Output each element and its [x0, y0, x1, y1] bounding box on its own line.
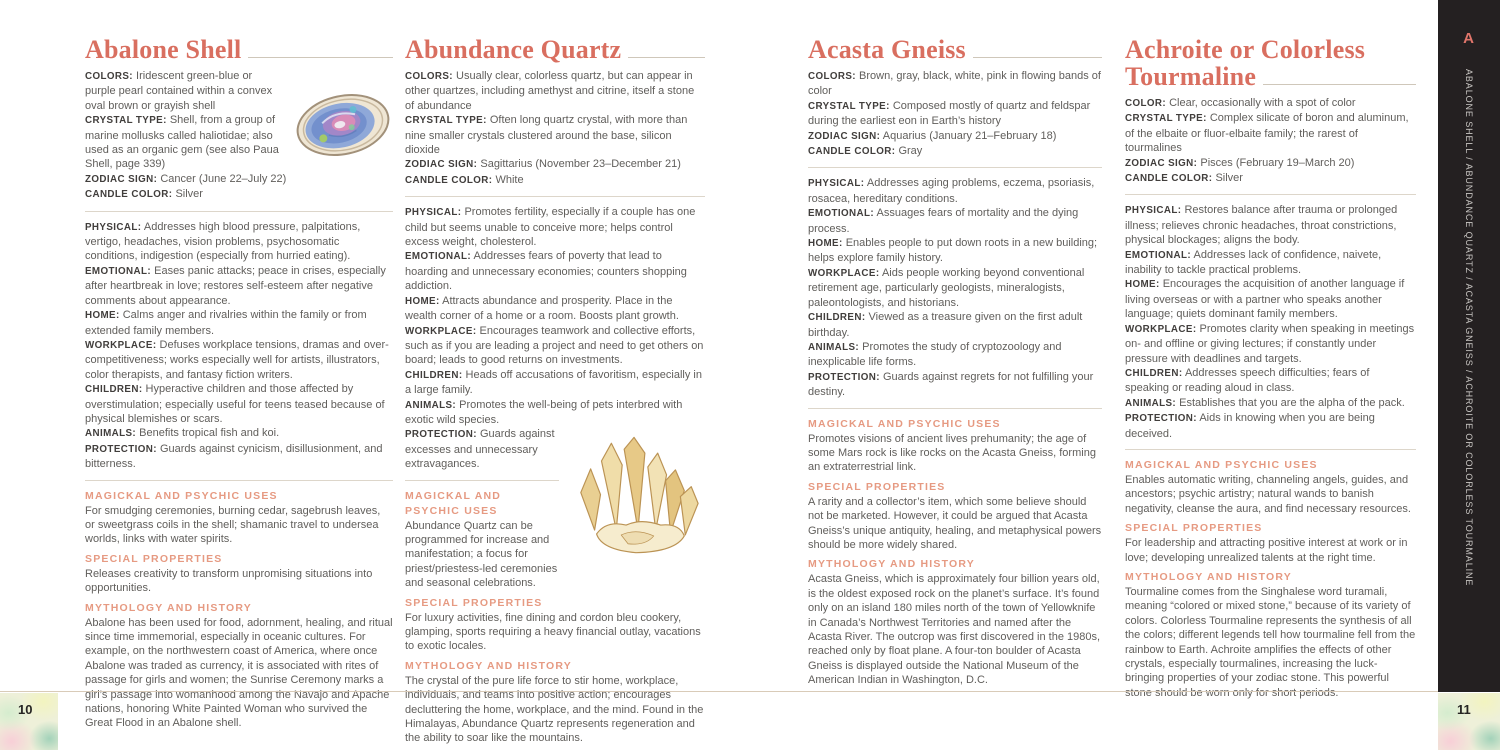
- property-row: [808, 340, 1102, 370]
- attribute-text: Hyperactive children and those affected by overstimulation; especially useful for teens teased because of physical blemishes or scars.: [85, 383, 385, 425]
- attribute-label: COLORS:: [405, 71, 453, 82]
- attribute-text: Encourages teamwork and collective efforts, such as if you are leading a project and need to get others on board; leads to good returns on investments.: [405, 324, 704, 367]
- attribute-row: [1125, 156, 1416, 171]
- attribute-label: HOME:: [85, 310, 120, 322]
- attribute-label: CHILDREN:: [405, 369, 463, 381]
- attribute-text: Restores balance after trauma or prolonged illness; relieves chronic headaches, throat constrictions, physical blockages; aligns the body.: [1125, 204, 1398, 247]
- attribute-text: Pisces (February 19–March 20): [1200, 156, 1355, 169]
- property-row: [405, 249, 705, 293]
- attribute-label: WORKPLACE:: [85, 339, 157, 351]
- entry-title-text: Abundance Quartz: [405, 35, 622, 64]
- section-heading: MAGICKAL AND PSYCHIC USES: [1125, 458, 1318, 471]
- attribute-text: Composed mostly of quartz and feldspar during the earliest eon in Earth’s history: [808, 99, 1091, 128]
- attribute-text: Enables people to put down roots in a new building; helps explore family history.: [808, 237, 1098, 265]
- attribute-text: Clear, occasionally with a spot of color: [1169, 97, 1356, 109]
- property-row: [85, 338, 393, 382]
- attribute-label: CANDLE COLOR:: [1125, 173, 1213, 185]
- divider: [85, 211, 393, 212]
- section-heading: MYTHOLOGY AND HISTORY: [405, 659, 572, 672]
- attribute-row: [808, 69, 1102, 99]
- attribute-text: Aids in knowing when you are being deceived.: [1125, 412, 1375, 440]
- attribute-row: [85, 187, 393, 202]
- attribute-text: Promotes the well-being of pets interbred with exotic wild species.: [405, 398, 683, 426]
- attribute-text: Addresses aging problems, eczema, psoriasis, rosacea, hereditary conditions.: [808, 177, 1095, 205]
- uses-sections: [85, 489, 393, 731]
- attribute-text: Cancer (June 22–July 22): [160, 172, 287, 185]
- property-row: [1125, 411, 1416, 441]
- attribute-label: CRYSTAL TYPE:: [808, 100, 890, 112]
- property-row: [405, 324, 705, 368]
- attribute-row: [1125, 111, 1416, 155]
- divider: [808, 408, 1102, 409]
- entry-title-line: [85, 36, 393, 63]
- attribute-text: Brown, gray, black, white, pink in flowing bands of color: [808, 70, 1101, 98]
- attribute-label: CRYSTAL TYPE:: [1125, 113, 1207, 125]
- section-text: For smudging ceremonies, burning cedar, sagebrush leaves, or sweetgrass coils in the shell; shamanic travel to undersea worlds, links with water spirits.: [85, 504, 381, 546]
- attribute-label: COLORS:: [85, 71, 133, 82]
- property-row: [85, 382, 393, 426]
- attribute-label: COLORS:: [808, 71, 856, 82]
- section-heading: MAGICKAL AND PSYCHIC USES: [808, 417, 1001, 430]
- attribute-label: PROTECTION:: [405, 429, 477, 441]
- attribute-label: WORKPLACE:: [808, 267, 880, 279]
- attribute-label: ANIMALS:: [85, 428, 137, 440]
- property-row: [85, 264, 393, 308]
- attribute-block: [85, 69, 393, 203]
- divider: [405, 480, 559, 481]
- section-heading: SPECIAL PROPERTIES: [405, 596, 543, 609]
- title-underline-rule: [1263, 84, 1416, 85]
- attribute-row: [808, 129, 1102, 144]
- attribute-text: Viewed as a treasure given on the first adult birthday.: [808, 311, 1083, 339]
- attribute-label: COLOR:: [1125, 98, 1167, 109]
- entry-title-text: Abalone Shell: [85, 35, 242, 64]
- attribute-label: PHYSICAL:: [1125, 205, 1182, 217]
- divider: [1125, 194, 1416, 195]
- entry-title: [85, 36, 393, 63]
- attribute-label: CANDLE COLOR:: [85, 189, 173, 201]
- uses-sections: [1125, 458, 1416, 700]
- entry-title-text: Acasta Gneiss: [808, 35, 966, 64]
- attribute-label: ANIMALS:: [405, 399, 457, 411]
- property-row: [1125, 322, 1416, 366]
- attribute-row: [405, 69, 705, 113]
- attribute-text: Addresses lack of confidence, naivete, inability to tackle practical problems.: [1125, 248, 1382, 277]
- property-row: [1125, 277, 1416, 321]
- attribute-label: CANDLE COLOR:: [808, 146, 896, 158]
- attribute-text: Iridescent green-blue or purple pearl contained within a convex oval brown or grayish shell: [85, 70, 273, 112]
- attribute-label: HOME:: [808, 238, 843, 250]
- attribute-text: Attracts abundance and prosperity. Place in the wealth corner of a home or a room. Boosts plant growth.: [405, 294, 679, 323]
- attribute-row: [405, 157, 705, 172]
- divider: [808, 167, 1102, 168]
- bottom-rule: [0, 691, 1500, 692]
- properties-block: [405, 205, 705, 471]
- attribute-text: Addresses high blood pressure, palpitations, vertigo, headaches, vision problems, psychosomatic conditions, indigestion (especially from hurried eating).: [85, 220, 361, 263]
- attribute-label: PROTECTION:: [1125, 413, 1197, 425]
- attribute-text: Silver: [175, 188, 203, 201]
- attribute-block: [405, 69, 705, 188]
- attribute-row: [1125, 96, 1416, 111]
- section-heading: MAGICKAL AND PSYCHIC USES: [405, 489, 502, 517]
- section-heading: MYTHOLOGY AND HISTORY: [1125, 570, 1292, 583]
- attribute-text: Addresses fears of poverty that lead to hoarding and unnecessary economies; counters shopping addiction.: [405, 250, 687, 293]
- attribute-label: ANIMALS:: [1125, 397, 1177, 409]
- title-underline-rule: [248, 57, 393, 58]
- page-number-left: 10: [18, 702, 33, 717]
- property-row: [1125, 396, 1416, 411]
- attribute-text: Addresses speech difficulties; fears of speaking or reading aloud in class.: [1125, 366, 1370, 395]
- attribute-text: Promotes the study of cryptozoology and inexplicable life forms.: [808, 340, 1062, 369]
- property-row: [1125, 203, 1416, 247]
- entry-title: [405, 36, 705, 63]
- property-row: [405, 205, 705, 249]
- sidebar-index-text: ABALONE SHELL / ABUNDANCE QUARTZ / ACASTA GNEISS / ACHROITE OR COLORLESS TOURMALINE: [1464, 69, 1474, 587]
- attribute-label: EMOTIONAL:: [808, 208, 875, 220]
- section-text: Abalone has been used for food, adornment, healing, and ritual since time immemorial, especially in oceanic cultures. For example, on the northwestern coast of America, where once Abalone was traded as currency, it is associated with rites of passage for girls and women; the Sunrise Ceremony marks a girl’s passage into womanhood among the Navajo and Apache nations, honoring White Painted Woman who survived the Great Flood in an Abalone shell.: [85, 616, 393, 730]
- property-row: [405, 294, 705, 324]
- property-row: [405, 368, 705, 398]
- attribute-text: Benefits tropical fish and koi.: [139, 427, 280, 440]
- property-row: [85, 308, 393, 338]
- attribute-label: ZODIAC SIGN:: [85, 173, 158, 185]
- section-text: For leadership and attracting positive interest at work or in love; developing unrealized talents at the right time.: [1125, 537, 1408, 564]
- section-heading: MAGICKAL AND PSYCHIC USES: [85, 489, 278, 502]
- property-row: [85, 426, 393, 441]
- attribute-label: PROTECTION:: [808, 371, 880, 383]
- attribute-label: CRYSTAL TYPE:: [85, 115, 167, 127]
- sidebar-index-letter: A: [1463, 30, 1475, 47]
- attribute-text: Defuses workplace tensions, dramas and over-competitiveness; works especially well for artists, illustrators, color therapists, and fantasy fiction writers.: [85, 338, 389, 381]
- attribute-label: PHYSICAL:: [405, 207, 462, 219]
- section-text: For luxury activities, fine dining and cordon bleu cookery, glamping, sports requiring a heavy financial outlay, vacations to exotic locales.: [405, 611, 701, 653]
- attribute-row: [808, 99, 1102, 129]
- attribute-text: Guards against regrets for not fulfilling your destiny.: [808, 370, 1094, 399]
- property-row: [808, 236, 1102, 266]
- section-text: Promotes visions of ancient lives prehumanity; the age of some Mars rock is like rocks on the Acasta Gneiss, forming an extraterrestrial link.: [808, 432, 1096, 474]
- section-text: A rarity and a collector’s item, which some believe should not be marketed. However, it could be argued that Acasta Gneiss’s unique antiquity, healing, and metaphysical powers should be more widely shared.: [808, 495, 1102, 551]
- attribute-text: Guards against cynicism, disillusionment, and bitterness.: [85, 442, 383, 471]
- attribute-block: [808, 69, 1102, 159]
- attribute-label: CHILDREN:: [1125, 367, 1183, 379]
- attribute-block: [1125, 96, 1416, 186]
- attribute-label: CRYSTAL TYPE:: [405, 115, 487, 127]
- attribute-label: PHYSICAL:: [808, 178, 865, 190]
- entry-title-line: Achroite or Colorless: [1125, 35, 1366, 64]
- entry-column: [808, 0, 1102, 688]
- property-row: [808, 310, 1102, 340]
- section-heading: MYTHOLOGY AND HISTORY: [808, 558, 975, 571]
- abalone-shell-illustration: [293, 85, 393, 165]
- attribute-text: White: [495, 173, 524, 186]
- attribute-label: WORKPLACE:: [405, 325, 477, 337]
- attribute-label: HOME:: [1125, 279, 1160, 291]
- attribute-text: Promotes clarity when speaking in meetings on- and offline or giving lectures; if constantly under pressure with deadlines and targets.: [1125, 322, 1415, 365]
- property-row: [85, 442, 393, 472]
- section-heading: MYTHOLOGY AND HISTORY: [85, 601, 252, 614]
- section-heading: SPECIAL PROPERTIES: [1125, 522, 1263, 535]
- title-underline-rule: [628, 57, 705, 58]
- section-text: The crystal of the pure life force to stir home, workplace, individuals, and teams into positive action; encourages decluttering the home, workplace, and the mind. Found in the Himalayas, Abundance Quartz represents regeneration and the ability to soar like the mountains.: [405, 674, 704, 745]
- attribute-text: Complex silicate of boron and aluminum, of the elbaite or fluor-elbaite family; the rarest of tourmalines: [1125, 112, 1409, 155]
- attribute-label: HOME:: [405, 295, 440, 307]
- properties-block: [808, 176, 1102, 399]
- attribute-text: Encourages the acquisition of another language if living overseas or with a partner who speaks another language; quiets dominant family members.: [1125, 278, 1405, 321]
- entry-title: [1125, 36, 1416, 90]
- entry-column: [405, 0, 705, 746]
- property-row: [808, 370, 1102, 400]
- entry-title-line: [405, 36, 705, 63]
- properties-block: [1125, 203, 1416, 441]
- attribute-text: Establishes that you are the alpha of the pack.: [1179, 396, 1405, 409]
- attribute-row: [85, 172, 393, 187]
- attribute-text: Eases panic attacks; peace in crises, especially after heartbreak in love; restores self-esteem after negative comments about appearance.: [85, 264, 386, 307]
- entry-column: [1125, 0, 1416, 700]
- attribute-label: EMOTIONAL:: [405, 251, 472, 263]
- entry-title-line: [1125, 63, 1416, 90]
- attribute-label: ZODIAC SIGN:: [1125, 157, 1198, 169]
- attribute-label: CHILDREN:: [85, 384, 143, 396]
- property-row: [1125, 366, 1416, 396]
- attribute-row: [1125, 171, 1416, 186]
- attribute-label: PHYSICAL:: [85, 221, 142, 233]
- attribute-label: EMOTIONAL:: [1125, 249, 1192, 261]
- divider: [85, 480, 393, 481]
- entry-column: [85, 0, 393, 731]
- attribute-row: [808, 144, 1102, 159]
- page-number-right: 11: [1457, 702, 1471, 717]
- uses-sections: [808, 417, 1102, 688]
- property-row: [1125, 248, 1416, 278]
- attribute-text: Heads off accusations of favoritism, especially in a large family.: [405, 368, 702, 397]
- attribute-label: CHILDREN:: [808, 312, 866, 324]
- property-row: [808, 266, 1102, 310]
- attribute-text: Assuages fears of mortality and the dying process.: [808, 207, 1079, 235]
- properties-block: [85, 220, 393, 472]
- divider: [405, 196, 705, 197]
- abundance-quartz-illustration: [567, 435, 705, 559]
- attribute-text: Usually clear, colorless quartz, but can appear in other quartzes, including amethyst and citrine, itself a stone of abundance: [405, 70, 695, 112]
- section-text: Enables automatic writing, channeling angels, guides, and ancestors; psychic artistry; natural wands to banish negativity, cleanse the aura, and find necessary resources.: [1125, 473, 1411, 515]
- attribute-text: Aids people working beyond conventional retirement age, particularly geologists, mineralogists, paleontologists, and historians.: [808, 266, 1085, 309]
- section-heading: SPECIAL PROPERTIES: [85, 552, 223, 565]
- property-row: [808, 176, 1102, 206]
- attribute-text: Calms anger and rivalries within the family or from extended family members.: [85, 309, 367, 337]
- attribute-text: Aquarius (January 21–February 18): [882, 129, 1057, 142]
- property-row: [808, 206, 1102, 236]
- attribute-text: Gray: [898, 145, 923, 158]
- attribute-text: Promotes fertility, especially if a couple has one child but seems unable to conceive more; helps control excess weight, cholesterol.: [405, 206, 696, 249]
- attribute-label: CANDLE COLOR:: [405, 174, 493, 186]
- attribute-label: PROTECTION:: [85, 443, 157, 455]
- sidebar-index-bar: [1438, 0, 1500, 692]
- attribute-label: EMOTIONAL:: [85, 265, 152, 277]
- section-text: Acasta Gneiss, which is approximately four billion years old, is the oldest exposed rock on the planet’s surface. It’s found only on an island 180 miles north of the town of Yellowknife in Canada’s Northwest Territories and named after the Acasta River. The outcrop was first discovered in the 1980s, reached only by float plane. A four-ton boulder of Acasta Gneiss is displayed outside the National Museum of the American Indian in Washington, D.C.: [808, 573, 1101, 687]
- section-text: Releases creativity to transform unpromising situations into opportunities.: [85, 567, 373, 595]
- entry-title-text: Tourmaline: [1125, 62, 1257, 91]
- attribute-label: ZODIAC SIGN:: [405, 159, 478, 171]
- attribute-label: ANIMALS:: [808, 341, 860, 353]
- title-underline-rule: [973, 57, 1102, 58]
- attribute-text: Often long quartz crystal, with more than nine smaller crystals clustered around the base, silicon dioxide: [405, 114, 688, 157]
- entry-title: [808, 36, 1102, 63]
- attribute-text: Silver: [1215, 172, 1243, 185]
- property-row: [405, 398, 705, 428]
- attribute-text: Sagittarius (November 23–December 21): [480, 158, 681, 171]
- attribute-text: Shell, from a group of marine mollusks called haliotidae; also used as an organic gem (see also Paua Shell, page 339): [85, 114, 279, 171]
- attribute-label: WORKPLACE:: [1125, 323, 1197, 335]
- divider: [1125, 449, 1416, 450]
- attribute-row: [405, 113, 705, 157]
- entry-title-line: [808, 36, 1102, 63]
- section-text: Tourmaline comes from the Singhalese word turamali, meaning “colored or mixed stone,” because of its variety of colors. Colorless Tourmaline represents the synthesis of all the colors; different legends tell how tourmaline fell from the rainbow to Earth. Achroite amplifies the effects of other crystals, especially tourmalines, increasing the luck-bringing properties of your zodiac stone. This powerful stone should be worn only for short periods.: [1125, 585, 1416, 699]
- property-row: [85, 220, 393, 264]
- attribute-text: Guards against excesses and unnecessary extravagances.: [405, 428, 555, 471]
- attribute-label: ZODIAC SIGN:: [808, 130, 881, 142]
- section-heading: SPECIAL PROPERTIES: [808, 480, 946, 493]
- attribute-row: [405, 173, 705, 188]
- section-text: Abundance Quartz can be programmed for increase and manifestation; a focus for priest/priestess-led ceremonies and seasonal celebrations.: [405, 519, 558, 590]
